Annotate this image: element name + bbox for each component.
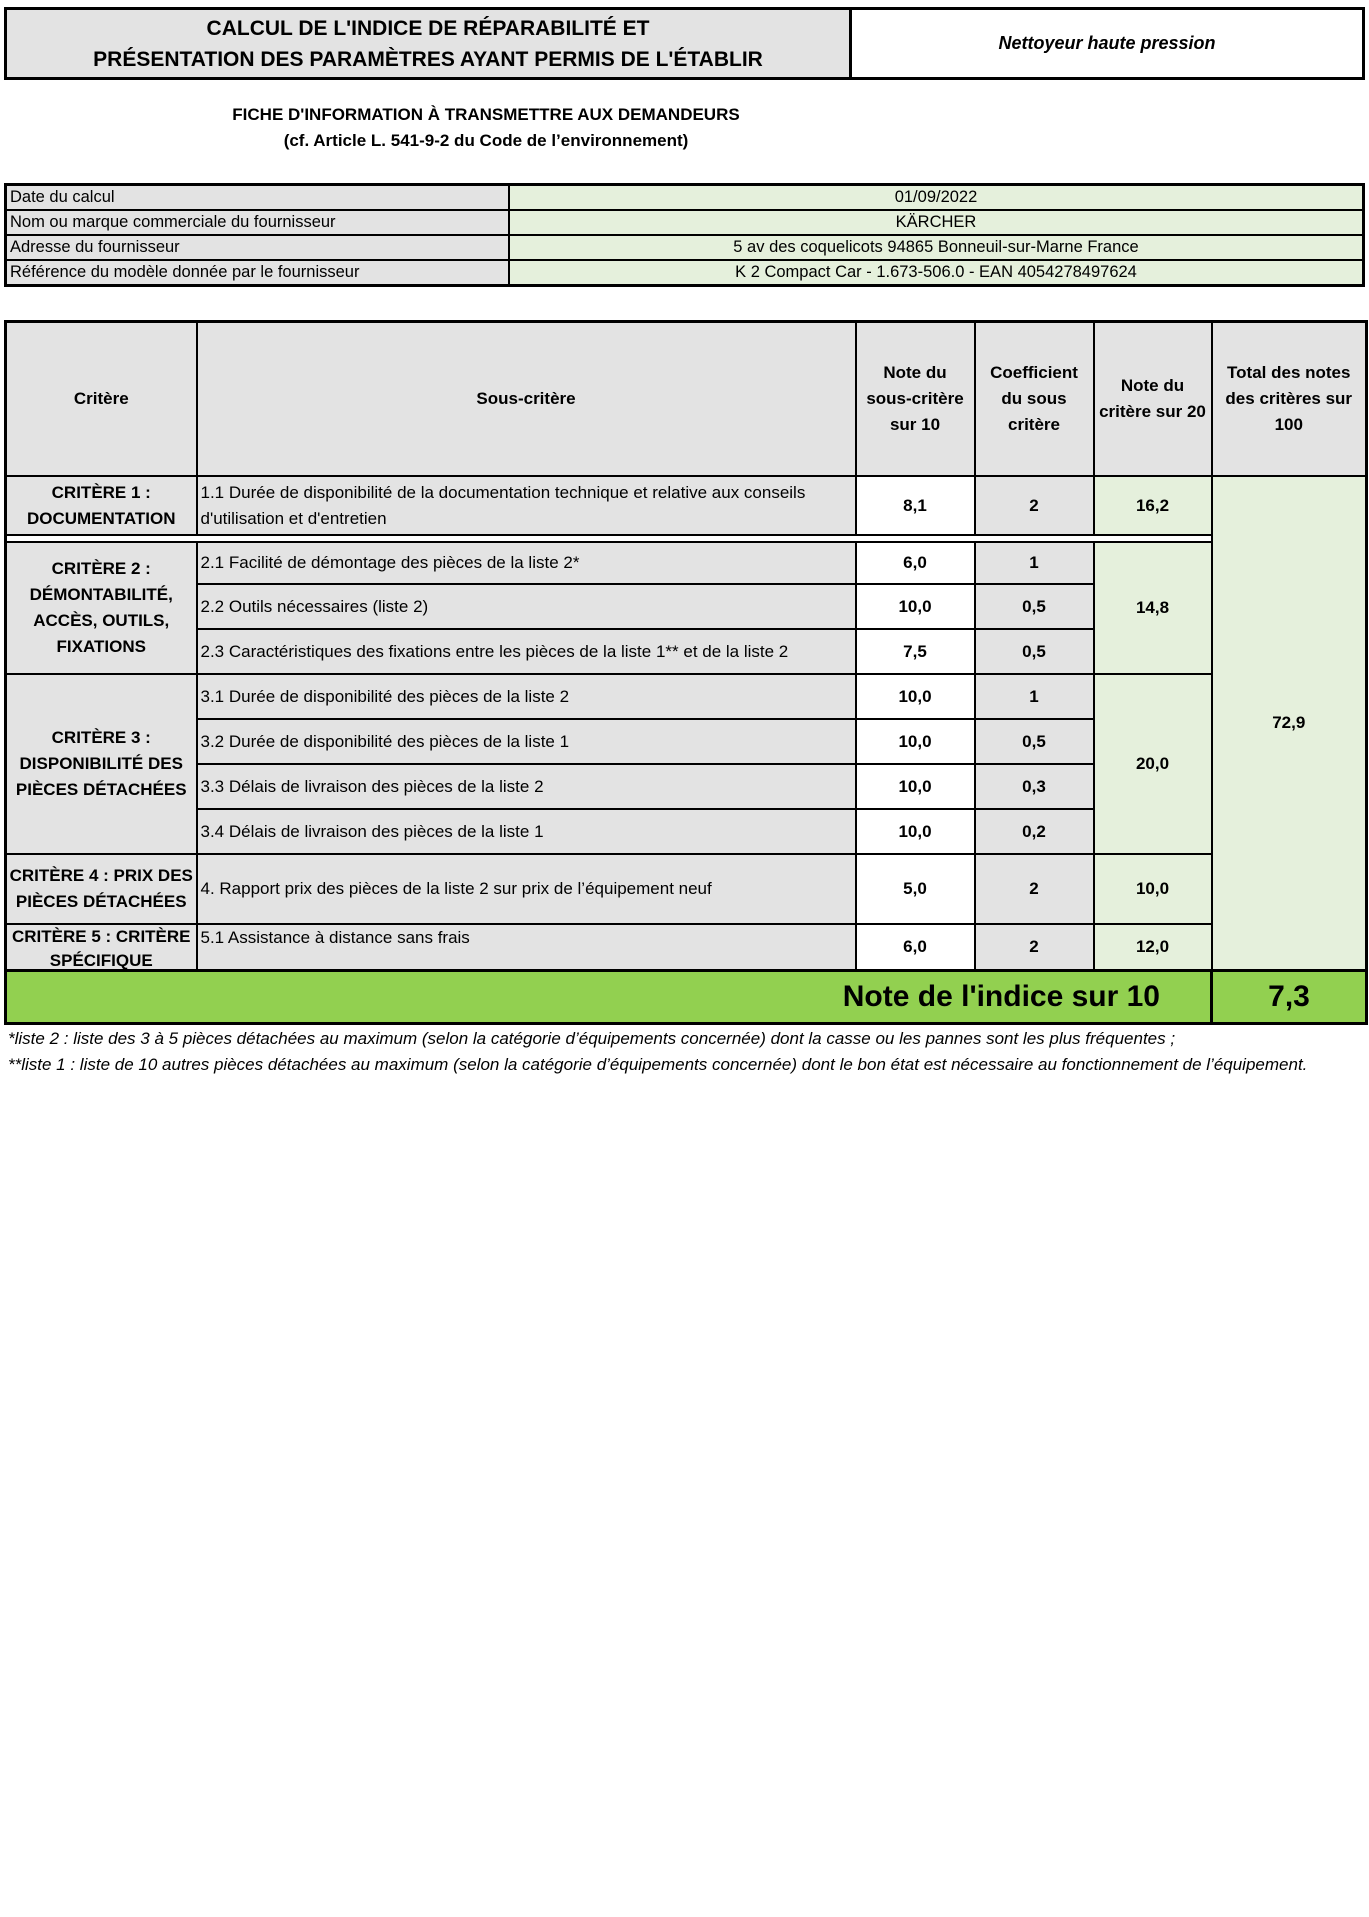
indice-label: Note de l'indice sur 10 [6, 971, 1212, 1024]
sub-criterion-coef: 2 [975, 924, 1094, 971]
sub-criterion-coef: 1 [975, 674, 1094, 719]
indice-row [6, 971, 1367, 1024]
sub-criterion-coef: 2 [975, 476, 1094, 535]
info-label: Référence du modèle donnée par le fournisseur [6, 260, 510, 286]
fiche-heading [0, 102, 972, 154]
criterion-label [6, 924, 197, 971]
sub-criterion-coef: 1 [975, 542, 1094, 584]
product-type: Nettoyeur haute pression [849, 7, 1365, 80]
sub-criterion-label: 2.1 Facilité de démontage des pièces de la liste 2* [197, 542, 856, 584]
sub-criterion-label: 4. Rapport prix des pièces de la liste 2 sur prix de l’équipement neuf [197, 854, 856, 924]
sub-criterion-note: 10,0 [856, 764, 975, 809]
sub-criterion-label: 3.4 Délais de livraison des pièces de la liste 1 [197, 809, 856, 854]
criterion-note: 10,0 [1094, 854, 1212, 924]
sub-criterion-coef: 2 [975, 854, 1094, 924]
sub-criterion-label: 2.2 Outils nécessaires (liste 2) [197, 584, 856, 629]
sub-criterion-note: 10,0 [856, 584, 975, 629]
sub-criterion-label: 5.1 Assistance à distance sans frais [197, 924, 856, 971]
total-score: 72,9 [1212, 476, 1367, 971]
sub-criterion-coef: 0,3 [975, 764, 1094, 809]
info-label: Nom ou marque commerciale du fournisseur [6, 210, 510, 235]
col-header-coef: Coefficient du sous critère [975, 322, 1094, 477]
criterion-label: CRITÈRE 2 : DÉMONTABILITÉ, ACCÈS, OUTILS, FIXATIONS [6, 542, 197, 674]
sub-criterion-note: 8,1 [856, 476, 975, 535]
sub-criterion-label: 3.3 Délais de livraison des pièces de la liste 2 [197, 764, 856, 809]
col-header-sous-critere: Sous-critère [197, 322, 856, 477]
table-row [6, 476, 1367, 535]
sub-criterion-note: 10,0 [856, 719, 975, 764]
criterion-note: 14,8 [1094, 542, 1212, 674]
sub-criterion-coef: 0,5 [975, 719, 1094, 764]
table-row [6, 854, 1367, 924]
sub-criterion-note: 6,0 [856, 542, 975, 584]
criterion-label: CRITÈRE 1 : DOCUMENTATION [6, 476, 197, 535]
sub-criterion-coef: 0,5 [975, 584, 1094, 629]
col-header-total: Total des notes des critères sur 100 [1212, 322, 1367, 477]
sub-criterion-label: 3.2 Durée de disponibilité des pièces de la liste 1 [197, 719, 856, 764]
criterion-note: 16,2 [1094, 476, 1212, 535]
document-title [4, 7, 852, 80]
info-value: 01/09/2022 [509, 185, 1364, 211]
sub-criterion-label: 3.1 Durée de disponibilité des pièces de la liste 2 [197, 674, 856, 719]
table-row [6, 924, 1367, 971]
supplier-info-table [4, 183, 1365, 287]
sub-criterion-label: 2.3 Caractéristiques des fixations entre les pièces de la liste 1** et de la liste 2 [197, 629, 856, 674]
title-line-1: CALCUL DE L'INDICE DE RÉPARABILITÉ ET [206, 16, 650, 40]
info-value: K 2 Compact Car - 1.673-506.0 - EAN 4054278497624 [509, 260, 1364, 286]
sub-criterion-note: 7,5 [856, 629, 975, 674]
table-row [6, 674, 1367, 719]
sub-criterion-note: 5,0 [856, 854, 975, 924]
footnote-list-1: **liste 1 : liste de 10 autres pièces détachées au maximum (selon la catégorie d’équipements concernée) dont le bon état est nécessaire au fonctionnement de l’équipement. [8, 1055, 1308, 1074]
fiche-line-1: FICHE D'INFORMATION À TRANSMETTRE AUX DEMANDEURS [232, 105, 740, 124]
col-header-note-critere: Note du critère sur 20 [1094, 322, 1212, 477]
criterion-label: CRITÈRE 4 : PRIX DES PIÈCES DÉTACHÉES [6, 854, 197, 924]
col-header-critere: Critère [6, 322, 197, 477]
info-row [6, 235, 1364, 260]
info-label: Adresse du fournisseur [6, 235, 510, 260]
info-row [6, 260, 1364, 286]
repairability-table [4, 320, 1368, 1025]
criterion-label: CRITÈRE 3 : DISPONIBILITÉ DES PIÈCES DÉTACHÉES [6, 674, 197, 854]
title-line-2: PRÉSENTATION DES PARAMÈTRES AYANT PERMIS DE L'ÉTABLIR [93, 47, 763, 71]
info-row [6, 185, 1364, 211]
info-row [6, 210, 1364, 235]
criterion-note: 20,0 [1094, 674, 1212, 854]
sub-criterion-note: 10,0 [856, 674, 975, 719]
fiche-line-2: (cf. Article L. 541-9-2 du Code de l’environnement) [283, 131, 689, 150]
sub-criterion-coef: 0,2 [975, 809, 1094, 854]
criterion-note: 12,0 [1094, 924, 1212, 971]
indice-value: 7,3 [1212, 971, 1367, 1024]
footnotes [8, 1026, 1363, 1078]
footnote-list-2: *liste 2 : liste des 3 à 5 pièces détachées au maximum (selon la catégorie d’équipements concernée) dont la casse ou les pannes sont les plus fréquentes ; [8, 1029, 1176, 1048]
sub-criterion-label: 1.1 Durée de disponibilité de la documentation technique et relative aux conseils d'utilisation et d'entretien [197, 476, 856, 535]
info-label: Date du calcul [6, 185, 510, 211]
sub-criterion-note: 10,0 [856, 809, 975, 854]
sub-criterion-note: 6,0 [856, 924, 975, 971]
info-value: KÄRCHER [509, 210, 1364, 235]
col-header-note-sous: Note du sous-critère sur 10 [856, 322, 975, 477]
sub-criterion-coef: 0,5 [975, 629, 1094, 674]
info-value: 5 av des coquelicots 94865 Bonneuil-sur-Marne France [509, 235, 1364, 260]
criterion-label-text: CRITÈRE 5 : CRITÈRE SPÉCIFIQUE [11, 927, 191, 969]
table-row [6, 542, 1367, 584]
table-header-row [6, 322, 1367, 477]
